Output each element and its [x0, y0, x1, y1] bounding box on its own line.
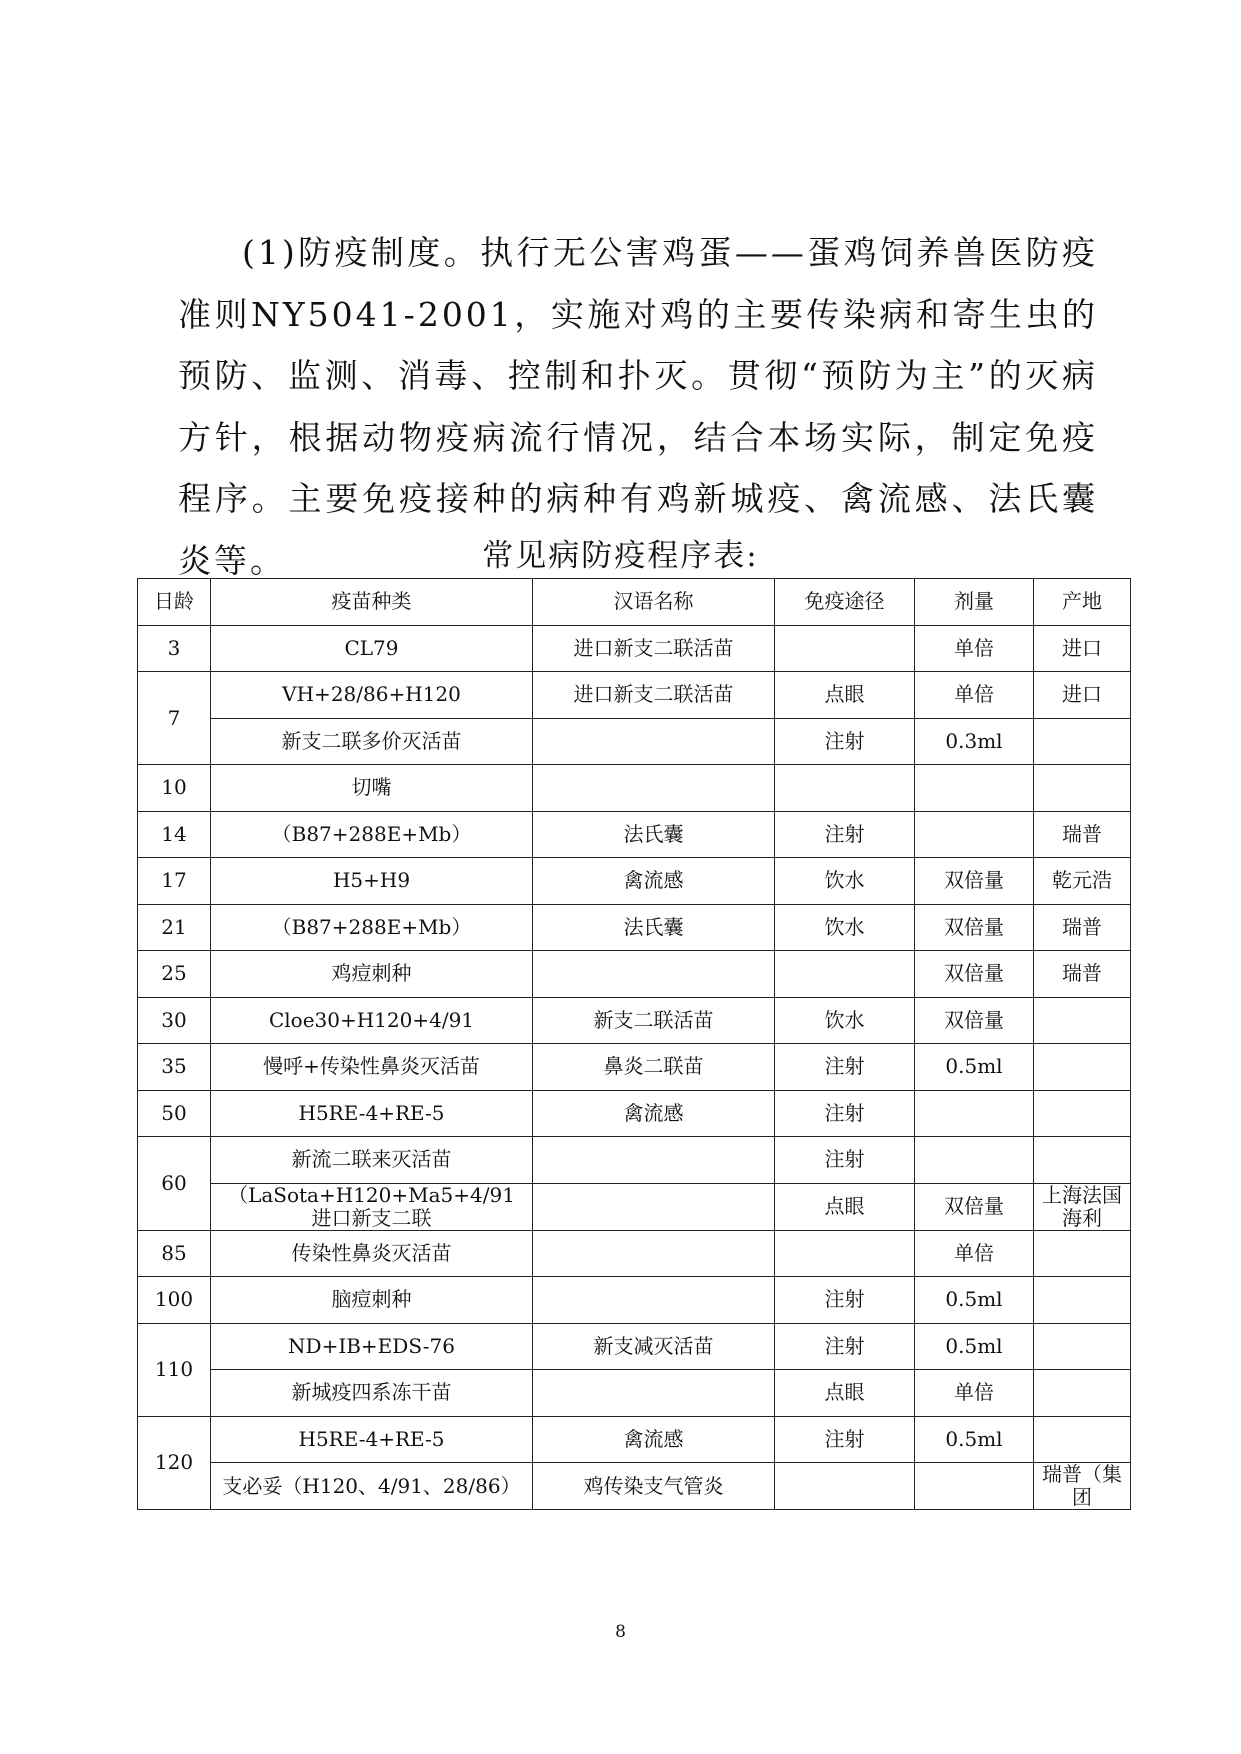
cell-origin: [1034, 1277, 1131, 1324]
cell-vaccine: VH+28/86+H120: [211, 672, 533, 719]
header-age: 日龄: [138, 579, 211, 626]
table-row: [138, 811, 1131, 858]
cell-dose: [915, 1137, 1034, 1184]
cell-vaccine: H5RE-4+RE-5: [211, 1090, 533, 1137]
cell-origin: 进口: [1034, 625, 1131, 672]
cell-vaccine: Cloe30+H120+4/91: [211, 997, 533, 1044]
cell-age: 35: [138, 1044, 211, 1091]
cell-vaccine: 新城疫四系冻干苗: [211, 1370, 533, 1417]
cell-dose: 0.5ml: [915, 1323, 1034, 1370]
cell-vaccine: （B87+288E+Mb）: [211, 811, 533, 858]
cell-route: 点眼: [775, 1183, 915, 1230]
table-row: [138, 672, 1131, 719]
cell-name: 禽流感: [533, 1090, 775, 1137]
cell-name: 进口新支二联活苗: [533, 672, 775, 719]
cell-dose: 单倍: [915, 1230, 1034, 1277]
cell-name: 新支减灭活苗: [533, 1323, 775, 1370]
table-row: [138, 625, 1131, 672]
cell-age: 110: [138, 1323, 211, 1416]
cell-dose: 单倍: [915, 1370, 1034, 1417]
cell-origin: [1034, 1370, 1131, 1417]
cell-age: 100: [138, 1277, 211, 1324]
table-row: [138, 997, 1131, 1044]
cell-vaccine: 新支二联多价灭活苗: [211, 718, 533, 765]
cell-origin: [1034, 1323, 1131, 1370]
cell-age: 50: [138, 1090, 211, 1137]
cell-age: 21: [138, 904, 211, 951]
cell-name: [533, 1370, 775, 1417]
cell-route: 注射: [775, 718, 915, 765]
vaccination-schedule-table: [137, 578, 1131, 1510]
table-row: [138, 1370, 1131, 1417]
cell-age: 85: [138, 1230, 211, 1277]
cell-dose: [915, 1463, 1034, 1510]
table-header-row: [138, 579, 1131, 626]
cell-age: 60: [138, 1137, 211, 1231]
cell-route: 注射: [775, 1416, 915, 1463]
page-number: 8: [615, 1622, 626, 1642]
cell-origin: 瑞普: [1034, 811, 1131, 858]
cell-origin: [1034, 997, 1131, 1044]
cell-route: [775, 1230, 915, 1277]
cell-age: 14: [138, 811, 211, 858]
cell-origin: [1034, 1230, 1131, 1277]
cell-vaccine: 鸡痘刺种: [211, 951, 533, 998]
cell-vaccine: H5RE-4+RE-5: [211, 1416, 533, 1463]
cell-origin: 乾元浩: [1034, 858, 1131, 905]
cell-route: 饮水: [775, 904, 915, 951]
table-row: [138, 858, 1131, 905]
cell-vaccine: （B87+288E+Mb）: [211, 904, 533, 951]
cell-age: 25: [138, 951, 211, 998]
cell-name: 鼻炎二联苗: [533, 1044, 775, 1091]
cell-age: 10: [138, 765, 211, 812]
cell-route: [775, 1463, 915, 1510]
cell-vaccine: CL79: [211, 625, 533, 672]
cell-name: 进口新支二联活苗: [533, 625, 775, 672]
cell-name: 禽流感: [533, 1416, 775, 1463]
cell-vaccine: 慢呼+传染性鼻炎灭活苗: [211, 1044, 533, 1091]
table-row: [138, 1277, 1131, 1324]
cell-origin: 上海法国海利: [1034, 1183, 1131, 1230]
table-row: [138, 1230, 1131, 1277]
cell-origin: [1034, 1044, 1131, 1091]
cell-dose: 0.5ml: [915, 1044, 1034, 1091]
cell-origin: [1034, 1090, 1131, 1137]
cell-age: 3: [138, 625, 211, 672]
cell-name: [533, 1183, 775, 1230]
cell-route: 饮水: [775, 997, 915, 1044]
header-origin: 产地: [1034, 579, 1131, 626]
cell-age: 7: [138, 672, 211, 765]
table-row: [138, 765, 1131, 812]
cell-dose: 双倍量: [915, 997, 1034, 1044]
table-row: [138, 904, 1131, 951]
cell-route: [775, 625, 915, 672]
cell-route: [775, 951, 915, 998]
cell-name: 法氏囊: [533, 811, 775, 858]
cell-name: 新支二联活苗: [533, 997, 775, 1044]
cell-name: 鸡传染支气管炎: [533, 1463, 775, 1510]
cell-name: [533, 718, 775, 765]
cell-name: [533, 765, 775, 812]
table-row: [138, 1090, 1131, 1137]
table-row: [138, 1323, 1131, 1370]
cell-dose: 单倍: [915, 672, 1034, 719]
table-row: [138, 1137, 1131, 1184]
cell-vaccine: （LaSota+H120+Ma5+4/91 进口新支二联: [211, 1183, 533, 1230]
cell-route: 注射: [775, 1277, 915, 1324]
cell-route: 注射: [775, 1044, 915, 1091]
cell-dose: 0.3ml: [915, 718, 1034, 765]
cell-name: 禽流感: [533, 858, 775, 905]
cell-age: 17: [138, 858, 211, 905]
cell-vaccine: 切嘴: [211, 765, 533, 812]
table-row: [138, 1463, 1131, 1510]
cell-origin: 瑞普: [1034, 951, 1131, 998]
header-route: 免疫途径: [775, 579, 915, 626]
cell-origin: 瑞普（集团: [1034, 1463, 1131, 1510]
cell-dose: 0.5ml: [915, 1416, 1034, 1463]
cell-dose: [915, 811, 1034, 858]
cell-origin: 瑞普: [1034, 904, 1131, 951]
cell-dose: [915, 1090, 1034, 1137]
cell-name: 法氏囊: [533, 904, 775, 951]
cell-name: [533, 1277, 775, 1324]
cell-origin: 进口: [1034, 672, 1131, 719]
cell-origin: [1034, 1416, 1131, 1463]
cell-name: [533, 1137, 775, 1184]
cell-vaccine: 支必妥（H120、4/91、28/86）: [211, 1463, 533, 1510]
cell-route: 饮水: [775, 858, 915, 905]
cell-vaccine: H5+H9: [211, 858, 533, 905]
cell-vaccine: 新流二联来灭活苗: [211, 1137, 533, 1184]
cell-dose: 单倍: [915, 625, 1034, 672]
cell-dose: 双倍量: [915, 904, 1034, 951]
table-row: [138, 951, 1131, 998]
cell-name: [533, 1230, 775, 1277]
cell-dose: 0.5ml: [915, 1277, 1034, 1324]
cell-route: 点眼: [775, 1370, 915, 1417]
intro-text: (1)防疫制度。执行无公害鸡蛋——蛋鸡饲养兽医防疫准则NY5041-2001，实施对鸡的主要传染病和寄生虫的预防、监测、消毒、控制和扑灭。贯彻“预防为主”的灭病方针，根据动物疫病流行情况，结合本场实际，制定免疫程序。主要免疫接种的病种有鸡新城疫、禽流感、法氏囊炎等。: [178, 233, 1098, 580]
header-dose: 剂量: [915, 579, 1034, 626]
cell-dose: [915, 765, 1034, 812]
header-name: 汉语名称: [533, 579, 775, 626]
cell-dose: 双倍量: [915, 951, 1034, 998]
cell-age: 30: [138, 997, 211, 1044]
cell-name: [533, 951, 775, 998]
cell-route: [775, 765, 915, 812]
cell-route: 注射: [775, 1137, 915, 1184]
table-row: [138, 718, 1131, 765]
cell-route: 注射: [775, 811, 915, 858]
table-title: 常见病防疫程序表:: [482, 538, 759, 574]
cell-vaccine: ND+IB+EDS-76: [211, 1323, 533, 1370]
cell-age: 120: [138, 1416, 211, 1510]
cell-origin: [1034, 765, 1131, 812]
cell-origin: [1034, 1137, 1131, 1184]
cell-vaccine: 传染性鼻炎灭活苗: [211, 1230, 533, 1277]
cell-route: 注射: [775, 1090, 915, 1137]
cell-dose: 双倍量: [915, 858, 1034, 905]
cell-route: 注射: [775, 1323, 915, 1370]
cell-route: 点眼: [775, 672, 915, 719]
header-vaccine: 疫苗种类: [211, 579, 533, 626]
table-row: [138, 1416, 1131, 1463]
cell-vaccine: 脑痘刺种: [211, 1277, 533, 1324]
table-row: [138, 1183, 1131, 1230]
cell-dose: 双倍量: [915, 1183, 1034, 1230]
cell-origin: [1034, 718, 1131, 765]
table-row: [138, 1044, 1131, 1091]
